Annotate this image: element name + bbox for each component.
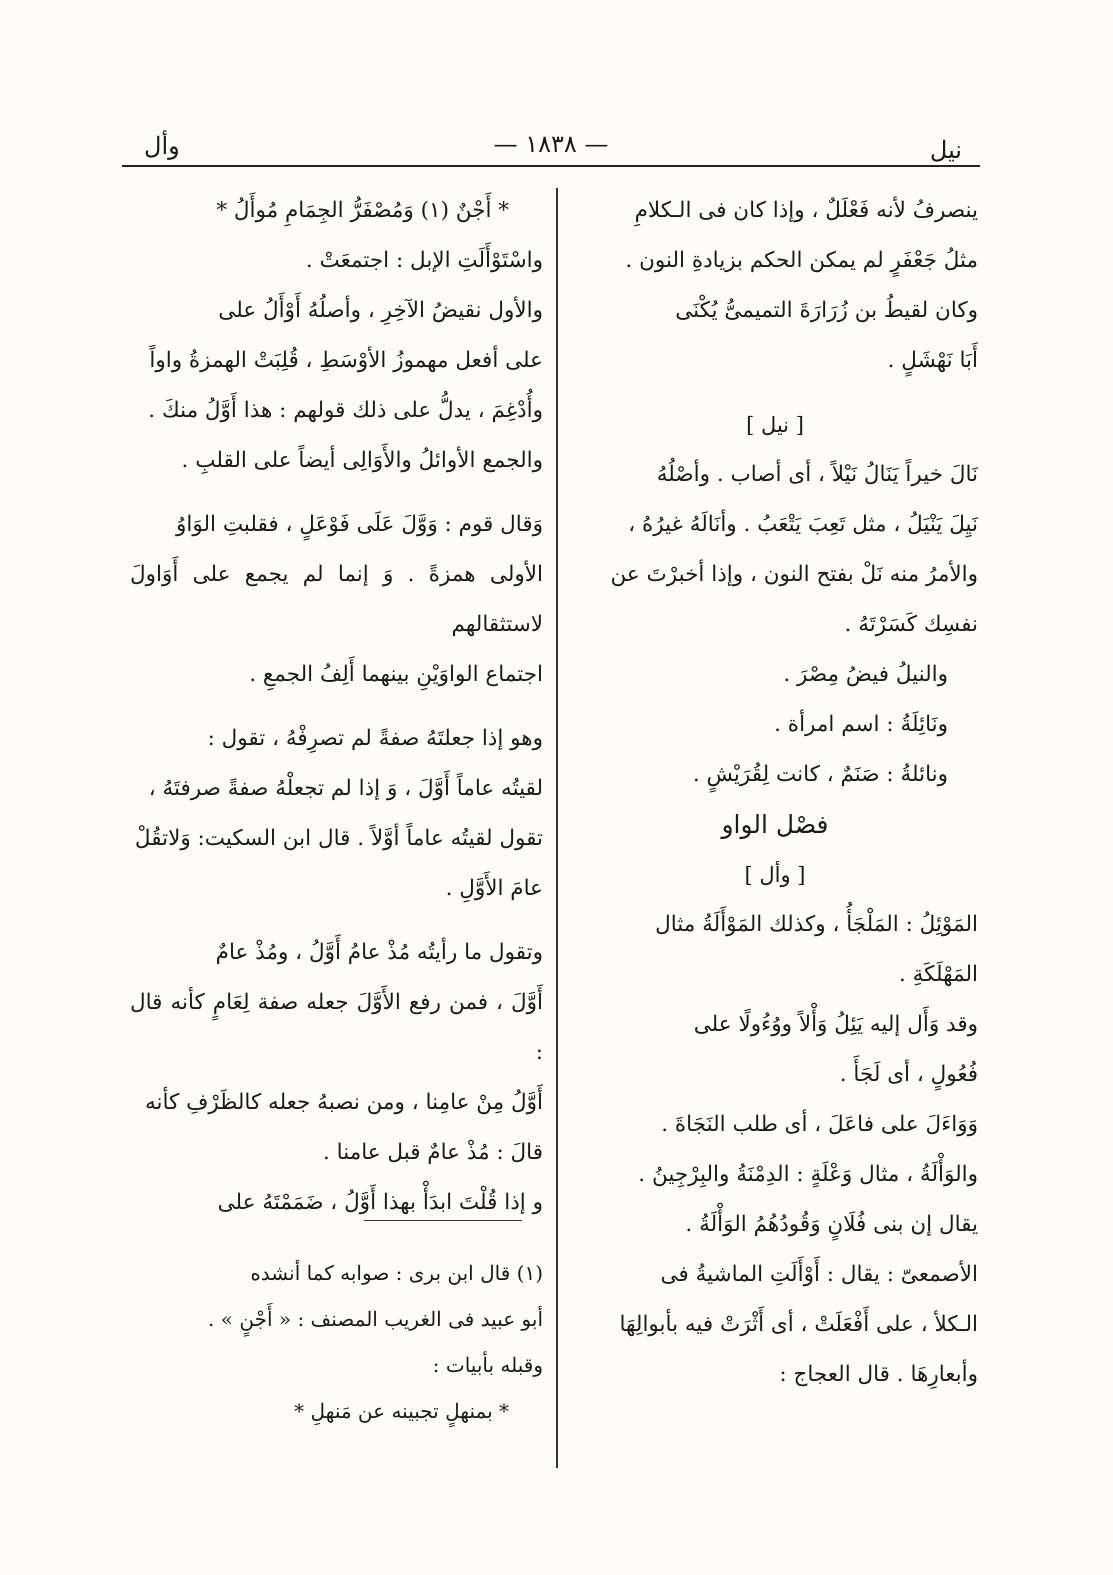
- left-column: [130, 186, 543, 1228]
- footnote-line: (١) قال ابن برى : صوابه كما أنشده: [250, 1261, 543, 1285]
- text-line: أَوَّلَ ، فمن رفع الأَوَّلَ جعله صفة لِعَامٍ كأنه قال :: [130, 990, 543, 1065]
- text-line: والنيلُ فيضُ مِصْرَ .: [783, 662, 948, 687]
- footnote-rule: [364, 1220, 522, 1221]
- text-line: وَقال قوم : وَوَّلَ عَلَى فَوْعَلٍ ، فقلبتِ الوَاوُ: [176, 512, 543, 537]
- text-line: والأمرُ منه نَلْ بفتح النون ، وإذا أخبرْتَ عن: [610, 562, 978, 587]
- text-line: وكان لقيطُ بن زُرَارَةَ التميمىُّ يُكْنَى: [675, 298, 978, 323]
- footnote-verse: * بمنهلٍ تجبينه عن مَنهلِ *: [294, 1399, 509, 1423]
- text-line: وأُدْغِمَ ، يدلُّ على ذلك قولهم : هذا أَوَّلُ منكَ .: [148, 398, 543, 423]
- text-line: الـكلأ ، على أَفْعَلَتْ ، أى أَثْرَتْ فيه بأبوالِهَا: [619, 1312, 978, 1337]
- entry-heading: [ وأل ]: [744, 863, 806, 887]
- text-line: و إذا قُلْتَ ابدَأْ بهذا أَوَّلُ ، ضَمَمْتَهُ على: [217, 1190, 543, 1215]
- text-line: قالَ : مُذْ عامٌ قبل عامنا .: [322, 1140, 543, 1165]
- text-line: المَوْئِلُ : المَلْجَأُ ، وكذلك المَوْأَلَةُ مثال: [655, 912, 978, 937]
- text-line: ينصرفُ لأنه فَعْلَلٌ ، وإذا كان فى الـكلامِ: [634, 198, 978, 223]
- entry-heading: [ نيل ]: [746, 413, 804, 437]
- text-line: الأصمعىّ : يقال : أَوْأَلَتِ الماشيةُ فى: [660, 1262, 978, 1287]
- text-line: وقد وَأَل إليه يَئِلُ وَأْلاً ووُءُولًا على: [693, 1012, 978, 1037]
- text-line: وتقول ما رأيتُه مُذْ عامُ أَوَّلُ ، ومُذْ عامٌ: [215, 940, 543, 965]
- text-line: والأول نقيضُ الآخِرِ ، وأصلُهُ أَوْأَلُ على: [218, 298, 543, 323]
- footnote-line: وقبله بأبيات :: [432, 1353, 543, 1377]
- page-header: [122, 124, 980, 164]
- text-line: ونائلةُ : صَنَمٌ ، كانت لِقُرَيْشٍ .: [692, 762, 948, 787]
- column-divider: [556, 188, 558, 1468]
- text-line: المَهْلَكَةِ .: [898, 962, 978, 987]
- header-rule: [122, 165, 980, 167]
- text-line: والوَأْلَةُ ، مثال وَعْلَةٍ : الدِمْنَةُ والبِرْجِينُ .: [638, 1162, 978, 1187]
- text-line: يقال إن بنى فُلَانٍ وَقُودُهُمُ الوَأْلَةُ .: [685, 1212, 978, 1237]
- text-line: والجمع الأوائلُ والأَوَالِى أيضاً على القلبِ .: [181, 448, 543, 473]
- right-column: [572, 186, 978, 1400]
- text-line: وَوَاءَلَ على فاعَلَ ، أى طلب النَجَاةَ .: [661, 1112, 978, 1137]
- text-line: وهو إذا جعلتَهُ صفةً لم تصرِفْهُ ، تقول :: [207, 726, 543, 751]
- text-line: تقول لقيتُه عاماً أوَّلاً . قال ابن السكيت: وَلاتقُلْ: [134, 826, 543, 851]
- section-title: فصْل الواو: [721, 810, 829, 839]
- text-line: فُعُولٍ ، أى لَجَأَ .: [839, 1062, 978, 1087]
- verse-line: * أَجْنٌ (١) وَمُصْفَرُّ الجِمَامِ مُوأَلُ *: [216, 198, 509, 223]
- text-line: اجتماع الواوَيْنِ بينهما أَلِفُ الجمعِ .: [249, 662, 543, 687]
- text-line: لقيتُه عاماً أَوَّلَ ، وَ إذا لم تجعلْهُ صفةً صرفتَهُ ،: [148, 776, 543, 801]
- footnotes: [130, 1250, 543, 1434]
- text-line: واسْتَوْأَلَتِ الإبل : اجتمعَتْ .: [305, 248, 543, 273]
- text-line: أَبَا نَهْشَلٍ .: [887, 348, 978, 373]
- footnote-line: أبو عبيد فى الغريب المصنف : « أَجْنٍ » .: [208, 1307, 543, 1331]
- text-line: على أفعل مهموزُ الأوْسَطِ ، قُلِبَتْ الهمزةُ واواً: [149, 348, 543, 373]
- header-entry-right: نيل: [929, 136, 962, 164]
- page-number: — ١٨٣٨ —: [493, 130, 609, 158]
- text-line: ونَائِلَةُ : اسم امرأة .: [774, 712, 948, 737]
- text-line: نفسِك كَسَرْتَهُ .: [844, 612, 978, 637]
- text-line: وأبعارِهَا . قال العجاج :: [779, 1362, 978, 1387]
- text-line: الأولى همزةً . وَ إنما لم يجمع على أَوَاولَ لاستثقالهم: [130, 562, 543, 637]
- header-entry-left: وأل: [144, 132, 180, 160]
- text-line: نَالَ خيراً يَنَالُ نَيْلاً ، أى أصاب . وأصْلُهُ: [656, 462, 978, 487]
- text-line: نَيِلَ يَنْيَلُ ، مثل تَعِبَ يَتْعَبُ . وأنَالَهُ غيرُهُ ،: [628, 512, 978, 537]
- text-line: عامَ الأَوَّلِ .: [445, 876, 543, 901]
- text-line: أَوَّلُ مِنْ عامِنا ، ومن نصبهُ جعله كالظَرْفِ كأنه: [144, 1090, 543, 1115]
- text-line: مثلُ جَعْفَرٍ لم يمكن الحكم بزيادةِ النون .: [625, 248, 978, 273]
